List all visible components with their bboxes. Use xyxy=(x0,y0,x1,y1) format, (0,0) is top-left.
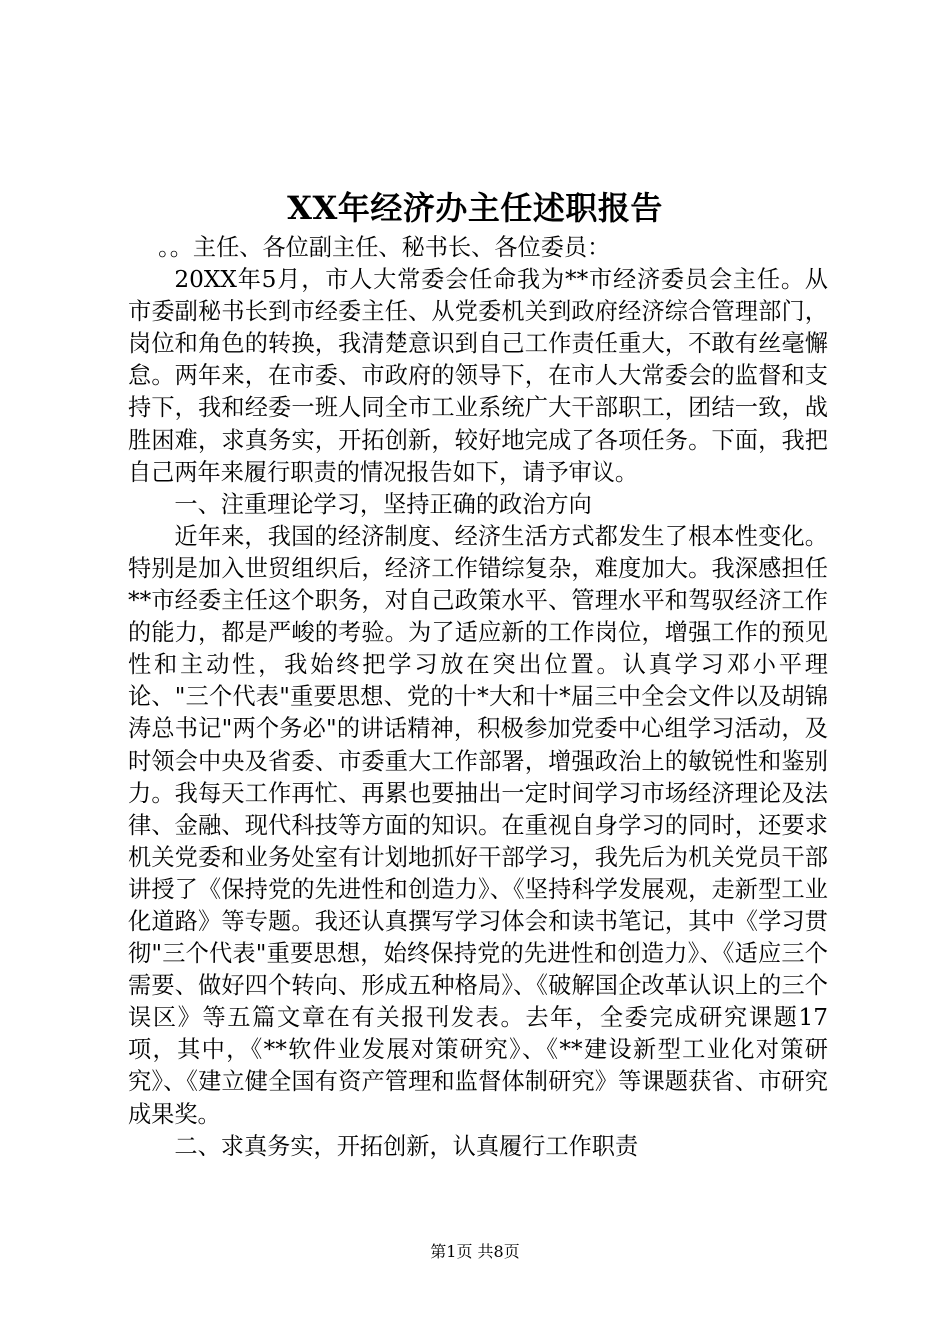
page-footer: 第1页 共8页 xyxy=(430,1242,520,1261)
salutation: 。。主任、各位副主任、秘书长、各位委员： xyxy=(158,234,611,261)
section-heading-1: 一、注重理论学习，坚持正确的政治方向 xyxy=(174,490,592,518)
section-heading-2: 二、求真务实，开拓创新，认真履行工作职责 xyxy=(174,1132,639,1160)
paragraph-theory-study: 近年来，我国的经济制度、经济生活方式都发生了根本性变化。特别是加入世贸组织后，经济工作错综复杂，难度加大。我深感担任**市经委主任这个职务，对自己政策水平、管理水平和驾驭经济工作的能力，都是严峻的考验。为了适应新的工作岗位，增强工作的预见性和主动性，我始终把学习放在突出位置。认真学习邓小平理论、"三个代表"重要思想、党的十*大和十*届三中全会文件以及胡锦涛总书记"两个务必"的讲话精神，积极参加党委中心组学习活动，及时领会中央及省委、市委重大工作部署，增强政治上的敏锐性和鉴别力。我每天工作再忙、再累也要抽出一定时间学习市场经济理论及法律、金融、现代科技等方面的知识。在重视自身学习的同时，还要求机关党委和业务处室有计划地抓好干部学习，我先后为机关党员干部讲授了《保持党的先进性和创造力》、《坚持科学发展观，走新型工业化道路》等专题。我还认真撰写学习体会和读书笔记，其中《学习贯彻"三个代表"重要思想，始终保持党的先进性和创造力》、《适应三个需要、做好四个转向、形成五种格局》、《破解国企改革认识上的三个误区》等五篇文章在有关报刊发表。去年，全委完成研究课题17项，其中，《**软件业发展对策研究》、《**建设新型工业化对策研究》、《建立健全国有资产管理和监督体制研究》等课题获省、市研究成果奖。 xyxy=(128,522,828,1128)
document-body xyxy=(128,232,828,1163)
paragraph-intro: 20XX年5月，市人大常委会任命我为**市经济委员会主任。从市委副秘书长到市经委主任、从党委机关到政府经济综合管理部门，岗位和角色的转换，我清楚意识到自己工作责任重大，不敢有丝毫懈怠。两年来，在市委、市政府的领导下，在市人大常委会的监督和支持下，我和经委一班人同全市工业系统广大干部职工，团结一致，战胜困难，求真务实，开拓创新，较好地完成了各项任务。下面，我把自己两年来履行职责的情况报告如下，请予审议。 xyxy=(128,266,828,486)
document-title: XX年经济办主任述职报告 xyxy=(287,189,663,227)
